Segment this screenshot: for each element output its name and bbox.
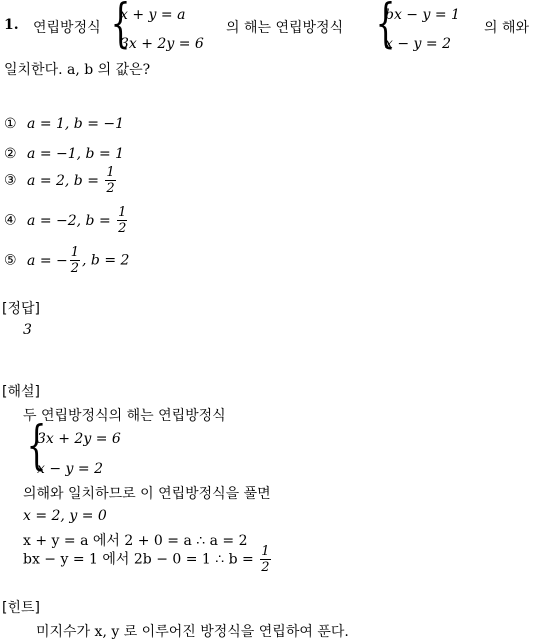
fraction: $\frac{1}{2}$: [261, 544, 270, 575]
solution-eq1: 3x + 2y = 6: [37, 431, 121, 447]
fraction: $\frac{1}{2}$: [118, 205, 127, 236]
system1-eq2: 3x + 2y = 6: [120, 36, 204, 52]
system2-eq2: x − y = 2: [385, 36, 451, 52]
question-suffix: 의 해와: [484, 20, 530, 36]
solution-step3: [23, 545, 273, 574]
choice-mark: ②: [4, 146, 17, 162]
choice-text: a = 2, b =: [27, 172, 104, 189]
solution-step3-text: bx − y = 1 에서 2b − 0 = 1 ∴ b =: [23, 551, 259, 568]
fraction: $\frac{1}{2}$: [106, 165, 115, 196]
question-mid: 의 해는 연립방정식: [226, 20, 344, 36]
left-brace: {: [26, 416, 47, 476]
choice-5[interactable]: [4, 246, 129, 275]
answer-label: [정답]: [2, 301, 40, 317]
system1-eq1: x + y = a: [120, 7, 186, 23]
choice-text: a = −: [27, 252, 68, 269]
choice-3[interactable]: [4, 166, 118, 195]
solution-step2: x + y = a 에서 2 + 0 = a ∴ a = 2: [23, 533, 248, 549]
left-brace: {: [375, 0, 396, 54]
hint-label: [힌트]: [2, 600, 40, 616]
fraction: $\frac{1}{2}$: [70, 245, 80, 276]
choice-mark: ③: [4, 172, 17, 189]
left-brace: {: [110, 0, 131, 54]
choice-mark: ⑤: [4, 252, 17, 269]
choice-mark: ①: [4, 116, 17, 132]
choice-4[interactable]: [4, 206, 129, 235]
question-prefix: 연립방정식: [33, 20, 101, 36]
solution-intro: 두 연립방정식의 해는 연립방정식: [23, 408, 226, 424]
choice-text: a = 1, b = −1: [27, 116, 125, 132]
solution-after: 의해와 일치하므로 이 연립방정식을 풀면: [23, 486, 271, 502]
choice-mark: ④: [4, 212, 17, 229]
system2-eq1: bx − y = 1: [385, 7, 460, 23]
solution-label: [해설]: [2, 384, 40, 400]
solution-step1: x = 2, y = 0: [23, 508, 107, 524]
choice-text-after: , b = 2: [82, 252, 130, 269]
answer-value: 3: [23, 322, 32, 338]
question-number: 1.: [4, 17, 19, 33]
choice-2[interactable]: [4, 146, 124, 162]
hint-text: 미지수가 x, y 로 이루어진 방정식을 연립하여 푼다.: [36, 624, 349, 640]
choice-text: a = −1, b = 1: [27, 146, 125, 162]
choice-text: a = −2, b =: [27, 212, 116, 229]
question-line2: 일치한다. a, b 의 값은?: [4, 62, 151, 78]
solution-eq2: x − y = 2: [37, 461, 103, 477]
choice-1[interactable]: [4, 116, 124, 132]
